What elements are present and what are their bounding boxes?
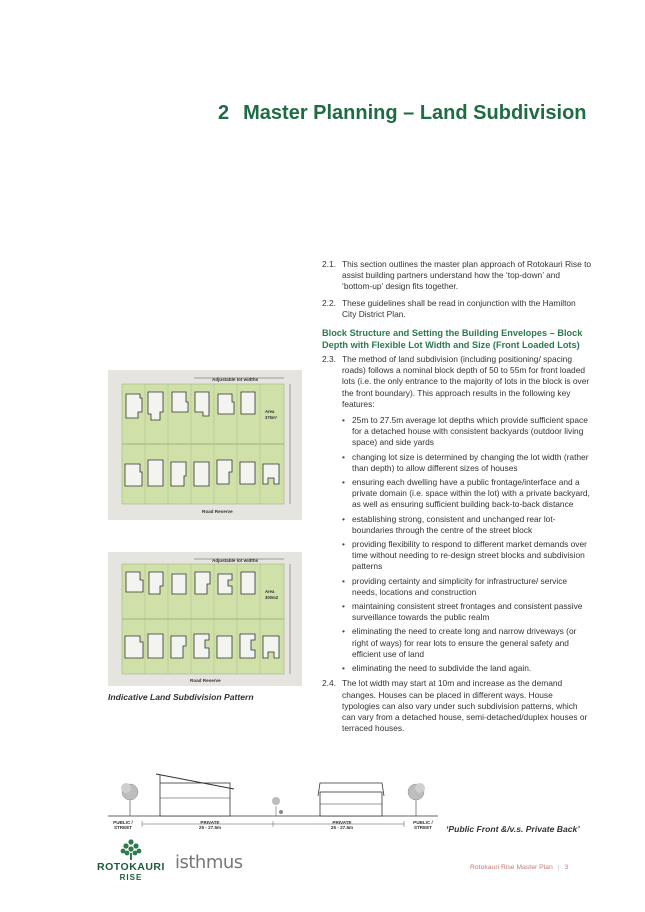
diagram2-area-value: 300m2 (265, 595, 279, 600)
section-number: 2 (218, 102, 230, 124)
page-title (218, 102, 587, 125)
list-item: • 25m to 27.5m average lot depths which provide sufficient space for a detached house with consistent backyards (outdoor living space) and side yards (342, 415, 592, 449)
rotokauri-rise-logo (92, 838, 170, 882)
list-item: • changing lot size is determined by changing the lot width (rather than depth) to allow different sizes of houses (342, 452, 592, 474)
list-item: • eliminating the need to subdivide the land again. (342, 663, 592, 674)
figure-caption: Indicative Land Subdivision Pattern (108, 692, 254, 702)
section-label-public-left: PUBLIC / STREET (113, 820, 133, 831)
section-label-public-right: PUBLIC / STREET (413, 820, 433, 831)
list-item: • providing certainty and simplicity for infrastructure/ service needs, locations and construction (342, 576, 592, 598)
diagram2-area-label: Area (265, 589, 275, 594)
key-features-list (322, 415, 592, 674)
block-structure-heading: Block Structure and Setting the Building Envelopes – Block Depth with Flexible Lot Width and Size (Front Loaded Lots) (322, 328, 583, 350)
street-section-drawing (108, 768, 438, 834)
list-item: • eliminating the need to create long and narrow driveways (or right of ways) for rear lots to ensure the general safety and efficient use of land (342, 626, 592, 660)
paragraph-2-1: 2.1. This section outlines the master plan approach of Rotokauri Rise to assist building partners understand how the ‘top-down’ and ‘bottom-up’ design fits together. (322, 259, 592, 292)
diagram1-area-value: 375m² (265, 415, 278, 420)
paragraph-2-4: 2.4. The lot width may start at 10m and increase as the demand changes. Houses can be placed in different ways. House typologies can also vary under such subdivision patterns, which can vary from a detached house, semi-detached/duplex houses or terraced houses. (322, 678, 588, 734)
logo-word-rise: RISE (119, 873, 143, 882)
section-label-private-a: PRIVATE 25 - 27.5m (198, 820, 222, 831)
subdivision-diagram-1 (108, 370, 302, 520)
body-text-column (322, 259, 592, 739)
paragraph-2-3: 2.3. The method of land subdivision (including positioning/ spacing roads) follows a nominal block depth of 50 to 55m for front loaded lots (i.e. the only entrance to the majority of lots in the block is over the front boundary). This approach results in the following key features: (322, 354, 590, 409)
list-item: • ensuring each dwelling have a public frontage/interface and a private domain (i.e. space within the lot) with a private backyard, as well as ensuring sufficient building back-to-back distance (342, 477, 592, 511)
diagram2-road-label: Road Reserve (190, 678, 221, 683)
list-item: • establishing strong, consistent and unchanged rear lot-boundaries through the centre of the street block (342, 514, 592, 536)
footer-doc-title: Rotokauri Rise Master Plan (470, 864, 553, 871)
page-number: 3 (564, 864, 569, 871)
diagram1-top-label: Adjustable lot widths (212, 377, 259, 382)
list-item: • maintaining consistent street frontages and consistent passive surveillance towards the public realm (342, 601, 592, 623)
isthmus-logo: isthmus (175, 852, 243, 873)
street-section-diagram (108, 768, 438, 834)
subdivision-diagram-1-drawing (108, 370, 302, 520)
logo-word-rotokauri: ROTOKAURI (97, 861, 165, 873)
diagram2-top-label: Adjustable lot widths (212, 558, 259, 563)
subdivision-diagram-2 (108, 552, 302, 686)
section-title: Master Planning – Land Subdivision (243, 102, 587, 124)
diagram1-area-label: Area (265, 409, 275, 414)
section-label-private-b: PRIVATE 25 - 27.5m (330, 820, 354, 831)
paragraph-2-2: 2.2. These guidelines shall be read in conjunction with the Hamilton City District Plan. (322, 297, 576, 319)
diagram1-road-label: Road Reserve (202, 509, 233, 514)
tree-icon (120, 838, 142, 860)
subdivision-diagram-2-drawing (108, 552, 302, 686)
list-item: • providing flexibility to respond to different market demands over time without needing to re-design street blocks and subdivision patterns (342, 539, 592, 573)
page-footer: Rotokauri Rise Master Plan | 3 (470, 864, 569, 871)
section-caption: ‘Public Front &/v.s. Private Back’ (446, 824, 580, 834)
